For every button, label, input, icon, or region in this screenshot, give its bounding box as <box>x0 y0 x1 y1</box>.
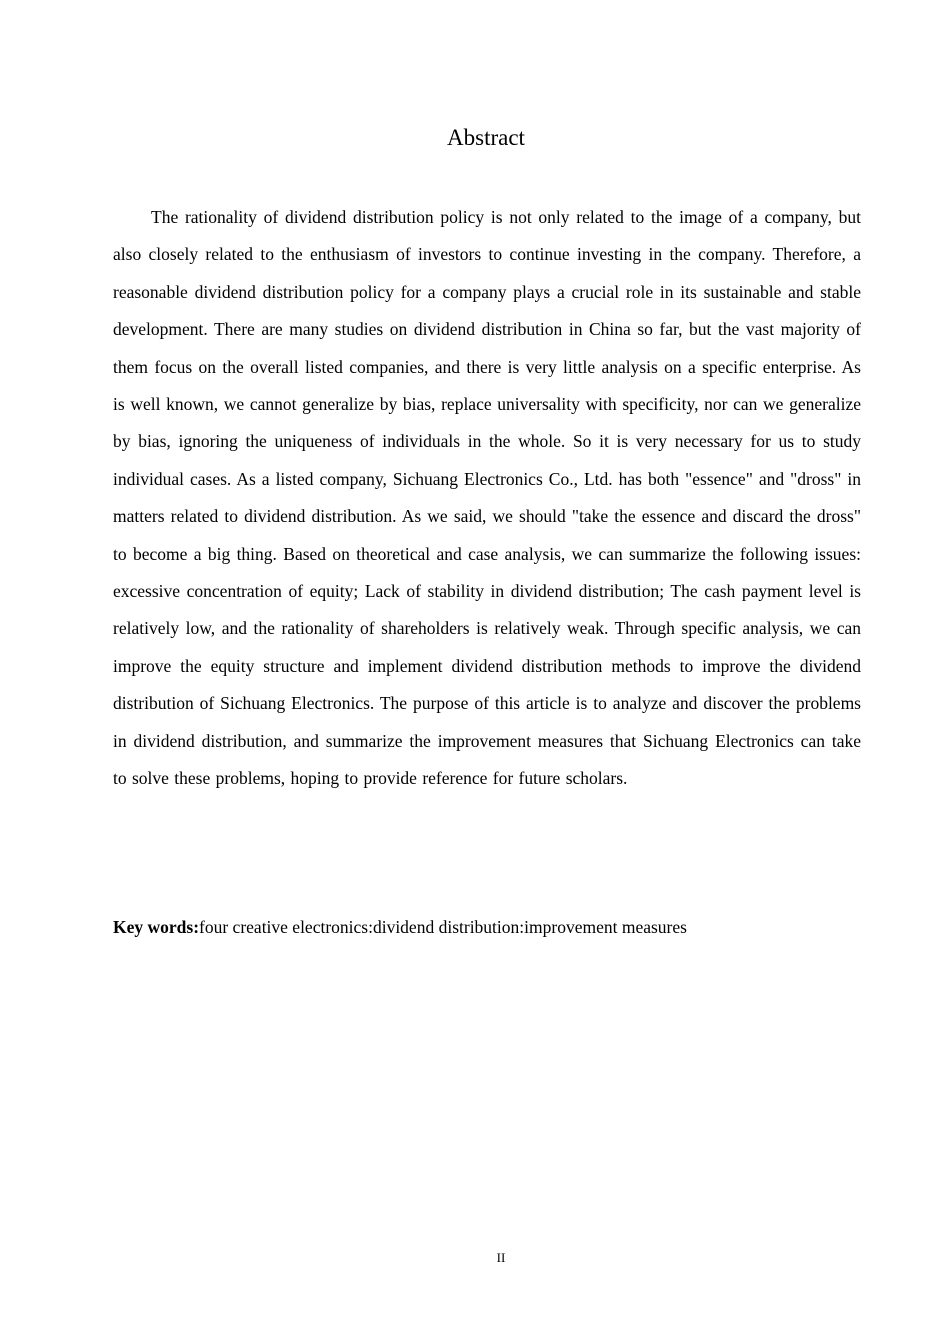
abstract-body-paragraph: The rationality of dividend distribution policy is not only related to the image of a company, but also closely related to the enthusiasm of investors to continue investing in the company. Therefore, a reasonable dividend distribution policy for a company plays a crucial role in its sustainable and stable development. There are many studies on dividend distribution in China so far, but the vast majority of them focus on the overall listed companies, and there is very little analysis on a specific enterprise. As is well known, we cannot generalize by bias, replace universality with specificity, nor can we generalize by bias, ignoring the uniqueness of individuals in the whole. So it is very necessary for us to study individual cases. As a listed company, Sichuang Electronics Co., Ltd. has both "essence" and "dross" in matters related to dividend distribution. As we said, we should "take the essence and discard the dross" to become a big thing. Based on theoretical and case analysis, we can summarize the following issues: excessive concentration of equity; Lack of stability in dividend distribution; The cash payment level is relatively low, and the rationality of shareholders is relatively weak. Through specific analysis, we can improve the equity structure and implement dividend distribution methods to improve the dividend distribution of Sichuang Electronics. The purpose of this article is to analyze and discover the problems in dividend distribution, and summarize the improvement measures that Sichuang Electronics can take to solve these problems, hoping to provide reference for future scholars. <box>113 207 861 789</box>
keywords-text: four creative electronics:dividend distribution:improvement measures <box>199 917 687 937</box>
keywords-label: Key words: <box>113 917 200 937</box>
abstract-title: Abstract <box>447 125 525 150</box>
page-number: II <box>496 1250 506 1265</box>
keywords-line <box>113 912 873 942</box>
